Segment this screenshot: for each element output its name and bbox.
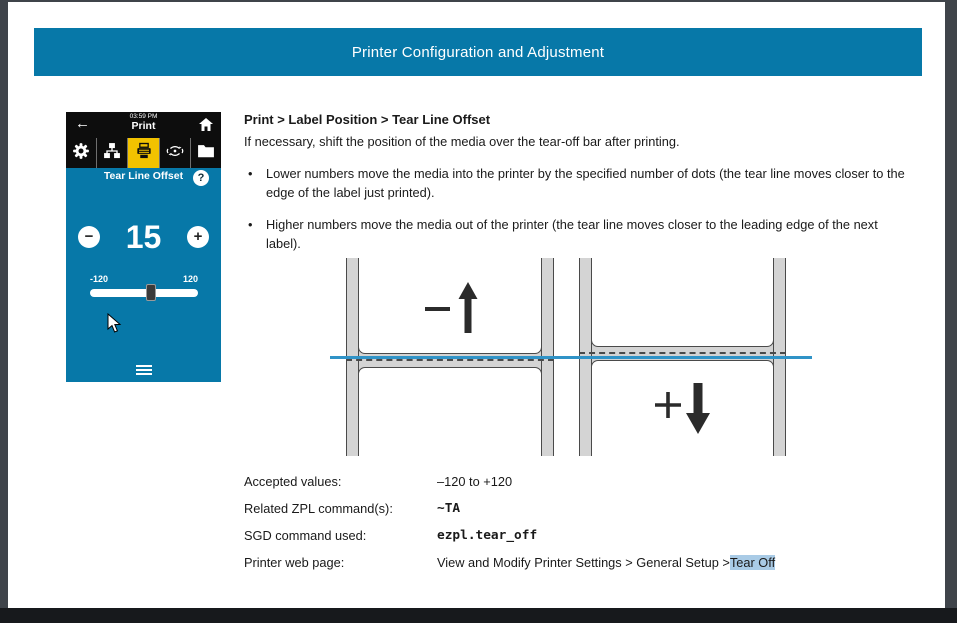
printer-touchscreen xyxy=(66,112,221,382)
nav-print-button[interactable] xyxy=(128,138,159,168)
bullet-icon: • xyxy=(248,217,253,232)
bullet-list xyxy=(244,164,922,253)
spec-value-sgd: ezpl.tear_off xyxy=(437,528,538,543)
doc-content xyxy=(244,112,922,253)
spec-value: –120 to +120 xyxy=(437,474,513,489)
bullet-icon: • xyxy=(248,166,253,181)
down-arrow-icon xyxy=(686,383,710,434)
hamburger-menu-icon[interactable] xyxy=(66,365,221,375)
folder-icon xyxy=(196,141,216,166)
list-item: • Higher numbers move the media out of the printer (the tear line moves closer to the leading edge of the next label). xyxy=(248,217,878,251)
network-icon xyxy=(102,141,122,166)
spec-value-webpage: View and Modify Printer Settings > General Setup > Tear Off xyxy=(437,555,776,570)
spec-value-zpl: ~TA xyxy=(437,501,461,516)
offset-slider[interactable] xyxy=(90,289,198,297)
tear-offset-diagram xyxy=(330,258,812,456)
back-arrow-icon[interactable]: ← xyxy=(75,115,90,132)
spec-table xyxy=(244,468,775,576)
spec-label: Printer web page: xyxy=(244,555,345,570)
slider-handle[interactable] xyxy=(146,284,156,301)
nav-storage-button[interactable] xyxy=(191,138,221,168)
nav-settings-button[interactable] xyxy=(66,138,97,168)
spec-label: Accepted values: xyxy=(244,474,342,489)
page-header-bar xyxy=(34,28,922,76)
clock-text: 03:59 PM xyxy=(129,113,158,120)
spec-label: SGD command used: xyxy=(244,528,367,543)
help-icon[interactable]: ? xyxy=(193,170,209,186)
decrement-button[interactable]: − xyxy=(78,226,100,248)
viewport-bottom-edge xyxy=(0,608,957,623)
gear-icon xyxy=(71,141,91,166)
intro-text: If necessary, shift the position of the media over the tear-off bar after printing. xyxy=(244,134,680,149)
highlighted-text: Tear Off xyxy=(729,555,776,570)
screen-status-bar xyxy=(66,112,221,138)
home-icon[interactable] xyxy=(199,118,213,136)
nav-connection-button[interactable] xyxy=(97,138,128,168)
list-item: • Lower numbers move the media into the printer by the specified number of dots (the tear line moves closer to the edge of the label just printed). xyxy=(248,166,905,200)
document-page xyxy=(8,2,945,608)
breadcrumb: Print > Label Position > Tear Line Offset xyxy=(244,112,491,127)
setting-value: 15 xyxy=(125,218,162,255)
setting-name-label: Tear Line Offset xyxy=(103,170,184,182)
slider-max-label: 120 xyxy=(182,274,198,284)
direction-arrows xyxy=(330,258,812,456)
minus-symbol xyxy=(425,307,450,311)
page-title: Printer Configuration and Adjustment xyxy=(351,43,605,61)
screen-title: Print xyxy=(131,119,156,132)
spec-label: Related ZPL command(s): xyxy=(244,501,393,516)
plus-symbol xyxy=(655,392,681,418)
nav-rfid-button[interactable] xyxy=(160,138,191,168)
increment-button[interactable]: + xyxy=(187,226,209,248)
screen-nav-bar xyxy=(66,138,221,168)
up-arrow-icon xyxy=(459,282,478,333)
mouse-cursor xyxy=(107,313,122,339)
printer-icon xyxy=(134,141,154,166)
rfid-waves-icon xyxy=(165,141,185,166)
slider-min-label: -120 xyxy=(90,274,109,284)
